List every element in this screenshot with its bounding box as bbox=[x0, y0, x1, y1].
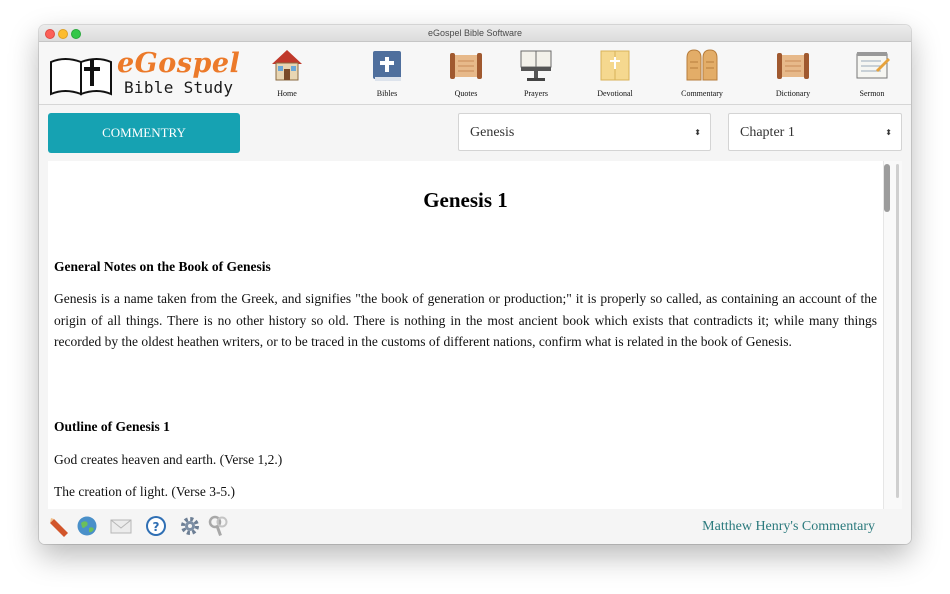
title-bar bbox=[39, 25, 911, 42]
tablets-icon bbox=[684, 46, 720, 84]
content-scrollbar[interactable] bbox=[883, 161, 902, 509]
maximize-window-button[interactable] bbox=[71, 29, 81, 39]
scrollbar-thumb[interactable] bbox=[884, 164, 890, 212]
book-select-value: Genesis bbox=[470, 125, 515, 140]
commentary-content[interactable] bbox=[48, 161, 883, 509]
scroll-icon bbox=[448, 46, 484, 84]
window-title: eGospel Bible Software bbox=[427, 28, 523, 38]
bible-cross-logo-icon bbox=[49, 50, 115, 96]
select-arrows-icon: ⬍ bbox=[694, 128, 701, 137]
nav-bibles[interactable] bbox=[357, 46, 417, 102]
minimize-window-button[interactable] bbox=[58, 29, 68, 39]
nav-bibles-label: Bibles bbox=[376, 89, 398, 98]
settings-icon[interactable] bbox=[179, 515, 201, 537]
nav-commentary[interactable] bbox=[672, 46, 732, 102]
pencil-icon[interactable] bbox=[48, 515, 70, 537]
nav-dictionary[interactable] bbox=[763, 46, 823, 102]
app-window bbox=[39, 25, 911, 544]
outline-item: The creation of light. (Verse 3-5.) bbox=[54, 484, 236, 499]
nav-prayers-label: Prayers bbox=[524, 89, 548, 98]
key-icon[interactable] bbox=[207, 515, 229, 537]
nav-quotes[interactable] bbox=[436, 46, 496, 102]
book-select[interactable] bbox=[458, 113, 711, 151]
logo-subtitle: Bible Study bbox=[124, 78, 234, 97]
general-notes-title: General Notes on the Book of Genesis bbox=[54, 259, 271, 274]
nav-sermon[interactable] bbox=[842, 46, 902, 102]
select-arrows-icon: ⬍ bbox=[885, 128, 892, 137]
chapter-select[interactable] bbox=[728, 113, 902, 151]
open-book-icon bbox=[597, 46, 633, 84]
nav-devotional-label: Devotional bbox=[597, 89, 633, 98]
commentary-button[interactable]: COMMENTRY bbox=[48, 113, 240, 153]
lectern-icon bbox=[518, 46, 554, 84]
scrollbar-rail bbox=[896, 164, 899, 498]
chapter-heading: Genesis 1 bbox=[423, 188, 508, 212]
general-notes-body: Genesis is a name taken from the Greek, and signifies "the book of generation or production;" it is properly so called, as containing an account of the origin of all things. There is no other history so old. There is nothing in the most ancient book which exists that contradicts it; while many things recorded by the oldest heathen writers, or to be traced in the customs of different nations, confirm what is related in the book of Genesis. bbox=[54, 291, 877, 349]
commentary-source-label: Matthew Henry's Commentary bbox=[702, 519, 875, 534]
outline-title: Outline of Genesis 1 bbox=[54, 419, 170, 434]
mail-icon[interactable] bbox=[110, 515, 132, 537]
globe-icon[interactable] bbox=[76, 515, 98, 537]
nav-commentary-label: Commentary bbox=[681, 89, 723, 98]
footer-bar bbox=[39, 510, 911, 544]
toolbar bbox=[39, 42, 911, 105]
nav-prayers[interactable] bbox=[506, 46, 566, 102]
close-window-button[interactable] bbox=[45, 29, 55, 39]
chapter-select-value: Chapter 1 bbox=[740, 125, 795, 140]
outline-item: God creates heaven and earth. (Verse 1,2.) bbox=[54, 452, 283, 467]
nav-home[interactable] bbox=[257, 46, 317, 102]
nav-quotes-label: Quotes bbox=[454, 89, 478, 98]
scroll-icon bbox=[775, 46, 811, 84]
app-logo bbox=[49, 48, 241, 100]
help-icon[interactable] bbox=[145, 515, 167, 537]
nav-home-label: Home bbox=[277, 89, 297, 98]
bible-icon bbox=[369, 46, 405, 84]
logo-script-text: eGospel bbox=[117, 48, 241, 79]
nav-sermon-label: Sermon bbox=[859, 89, 885, 98]
home-icon bbox=[269, 46, 305, 84]
svg-text:?: ? bbox=[152, 520, 160, 534]
nav-devotional[interactable] bbox=[585, 46, 645, 102]
notepad-icon bbox=[854, 46, 890, 84]
nav-dictionary-label: Dictionary bbox=[775, 89, 811, 98]
